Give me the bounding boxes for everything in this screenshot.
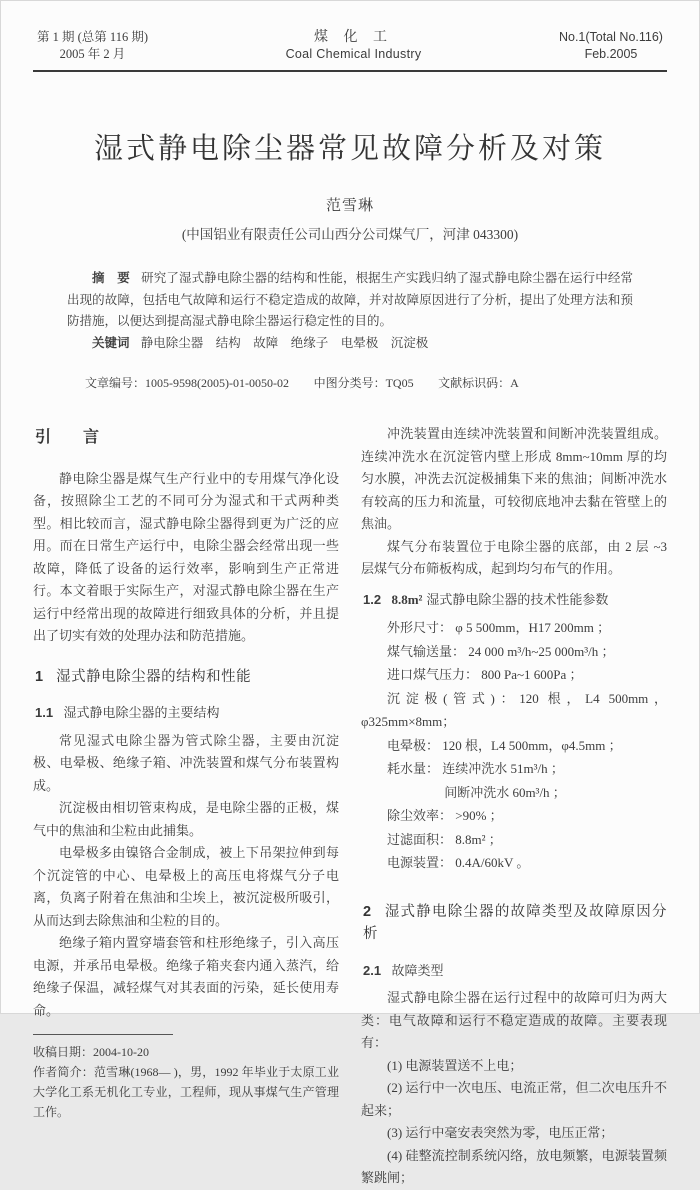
journal-title-en: Coal Chemical Industry xyxy=(285,47,422,61)
fault-types-paragraph: 湿式静电除尘器在运行过程中的故障可归为两大类：电气故障和运行不稳定造成的故障。主要表现有： xyxy=(361,990,667,1050)
fault-item-3: (3) 运行中毫安表突然为零，电压正常； xyxy=(387,1125,614,1140)
corona-electrode-paragraph: 电晕极多由镍铬合金制成，被上下吊架拉伸到每个沉淀管的中心、电晕极上的高压电将煤气分子电离，负离子附着在焦油和尘埃上，被沉淀极所吸引，从而达到去除焦油和尘粒的目的。 xyxy=(33,845,339,928)
body-columns xyxy=(33,423,667,1190)
section-1-1-title: 湿式静电除尘器的主要结构 xyxy=(63,705,220,720)
keywords-text: 静电除尘器 结构 故障 绝缘子 电晕极 沉淀极 xyxy=(140,335,429,350)
section-1-2-heading xyxy=(363,589,667,612)
article-id: 文章编号：1005-9598(2005)-01-0050-02 xyxy=(85,376,289,390)
section-2-1-heading xyxy=(363,960,667,983)
fault-item-2: (2) 运行中一次电压、电流正常，但二次电压升不起来； xyxy=(361,1080,667,1118)
paper-title: 湿式静电除尘器常见故障分析及对策 xyxy=(93,133,606,165)
article-meta-line xyxy=(85,374,667,391)
journal-issue-en xyxy=(559,29,663,63)
keywords-line xyxy=(67,333,633,355)
section-1-1-heading xyxy=(35,702,339,725)
abstract-paragraph xyxy=(67,268,633,333)
section-1-heading xyxy=(35,666,339,689)
section-2-1-title: 故障类型 xyxy=(391,962,444,978)
abstract-label: 摘 要 xyxy=(92,271,130,285)
author-affiliation: (中国铝业有限责任公司山西分公司煤气厂，河津 043300) xyxy=(181,227,519,242)
received-date: 收稿日期：2004-10-20 xyxy=(33,1045,149,1059)
journal-name-block xyxy=(286,29,422,63)
issue-number-en: No.1(Total No.116) xyxy=(558,30,663,44)
keywords-label: 关键词 xyxy=(92,335,130,350)
footnote-separator xyxy=(33,1034,173,1035)
issue-date-en: Feb.2005 xyxy=(584,47,638,61)
journal-header xyxy=(33,25,667,72)
footnote-block xyxy=(33,1042,339,1122)
spec-list xyxy=(361,616,667,875)
spec-precipitating-electrode: 沉淀极(管式)：120 根，L4 500mm，φ325mm×8mm； xyxy=(361,690,667,729)
spec-water-continuous: 耗水量： 连续冲洗水 51m³/h ； xyxy=(387,761,564,776)
intro-heading: 引 言 xyxy=(35,429,100,446)
clc-number: 中图分类号：TQ05 xyxy=(313,376,414,390)
issue-number-cn: 第 1 期 (总第 116 期) xyxy=(37,30,148,44)
section-1-2-size: 8.8m² xyxy=(391,591,423,607)
precipitating-electrode-paragraph: 沉淀极由相切管束构成，是电除尘器的正极，煤气中的焦油和尘粒由此捕集。 xyxy=(33,800,339,838)
doc-code: 文献标识码：A xyxy=(438,376,519,390)
section-1-1-number: 1.1 xyxy=(35,705,54,720)
section-2-title: 湿式静电除尘器的故障类型及故障原因分析 xyxy=(363,903,667,942)
fault-item-4: (4) 硅整流控制系统闪络，放电频繁，电源装置频繁跳闸； xyxy=(361,1147,667,1185)
section-1-number: 1 xyxy=(35,668,44,685)
section-2-1-number: 2.1 xyxy=(363,962,382,978)
right-column xyxy=(361,423,667,1190)
section-1-title: 湿式静电除尘器的结构和性能 xyxy=(56,668,252,685)
fault-item-1: (1) 电源装置送不上电； xyxy=(387,1057,523,1073)
issue-date-cn: 2005 年 2 月 xyxy=(59,47,126,61)
section-1-2-number: 1.2 xyxy=(363,591,382,607)
spec-inlet-pressure: 进口煤气压力： 800 Pa~1 600Pa ； xyxy=(387,667,583,682)
author-name: 范雪琳 xyxy=(325,198,374,214)
spec-dimensions: 外形尺寸： φ 5 500mm，H17 200mm ； xyxy=(387,620,611,635)
spec-water-intermittent: 间断冲洗水 60m³/h ； xyxy=(444,784,566,800)
section-1-2-title: 湿式静电除尘器的技术性能参数 xyxy=(426,591,609,607)
abstract-text: 研究了湿式静电除尘器的结构和性能，根据生产实践归纳了湿式静电除尘器在运行中经常出现的故障，包括电气故障和运行不稳定造成的故障，并对故障原因进行了分析，提出了处理方法和预防措施，以便达到提高湿式静电除尘器运行稳定性的目的。 xyxy=(67,271,633,328)
section-2-heading xyxy=(363,901,667,946)
structure-paragraph: 常见湿式电除尘器为管式除尘器，主要由沉淀极、电晕极、绝缘子箱、冲洗装置和煤气分布装置构成。 xyxy=(33,732,339,793)
section-2-number: 2 xyxy=(363,903,372,920)
author-bio: 作者简介：范雪琳(1968— )，男，1992 年毕业于太原工业大学化工系无机化工专业，工程师，现从事煤气生产管理工作。 xyxy=(33,1065,339,1119)
abstract-block xyxy=(67,268,633,333)
insulator-box-paragraph: 绝缘子箱内置穿墙套管和柱形绝缘子，引入高压电源，并承吊电晕极。绝缘子箱夹套内通入蒸汽，给绝缘子保温，减轻煤气对其表面的污染，延长使用寿命。 xyxy=(33,935,339,1018)
gas-distribution-paragraph: 煤气分布装置位于电除尘器的底部，由 2 层 ~3 层煤气分布筛板构成，起到均匀布气的作用。 xyxy=(361,538,667,576)
spec-gas-throughput: 煤气输送量： 24 000 m³/h~25 000m³/h ； xyxy=(387,643,615,659)
spec-filter-area: 过滤面积： 8.8m² ； xyxy=(387,831,502,847)
journal-title-cn: 煤 化 工 xyxy=(313,30,393,45)
spec-power-supply: 电源装置： 0.4A/60kV 。 xyxy=(387,855,530,870)
journal-issue-cn xyxy=(37,29,148,63)
spec-efficiency: 除尘效率： >90% ； xyxy=(387,808,503,823)
spec-corona-electrode: 电晕极： 120 根，L4 500mm，φ4.5mm ； xyxy=(387,737,622,753)
left-column xyxy=(33,423,339,1190)
flushing-device-paragraph: 冲洗装置由连续冲洗装置和间断冲洗装置组成。连续冲洗水在沉淀管内壁上形成 8mm~10mm 厚的均匀水膜，冲洗去沉淀极捕集下来的焦油；间断冲洗水有较高的压力和流量，可较彻底地冲去黏在管壁上的焦油。 xyxy=(361,426,667,531)
intro-paragraph: 静电除尘器是煤气生产行业中的专用煤气净化设备，按照除尘工艺的不同可分为湿式和干式两种类型。相比较而言，湿式静电除尘器得到更为广泛的应用。而在日常生产运行中，电除尘器会经常出现一些故障，降低了设备的运行效率，影响到生产正常进行。本文着眼于实际生产，对湿式静电除尘器在生产运行中经常出现的故障进行细致具体的分析，并且提出了切实有效的处理办法和防范措施。 xyxy=(33,470,339,643)
